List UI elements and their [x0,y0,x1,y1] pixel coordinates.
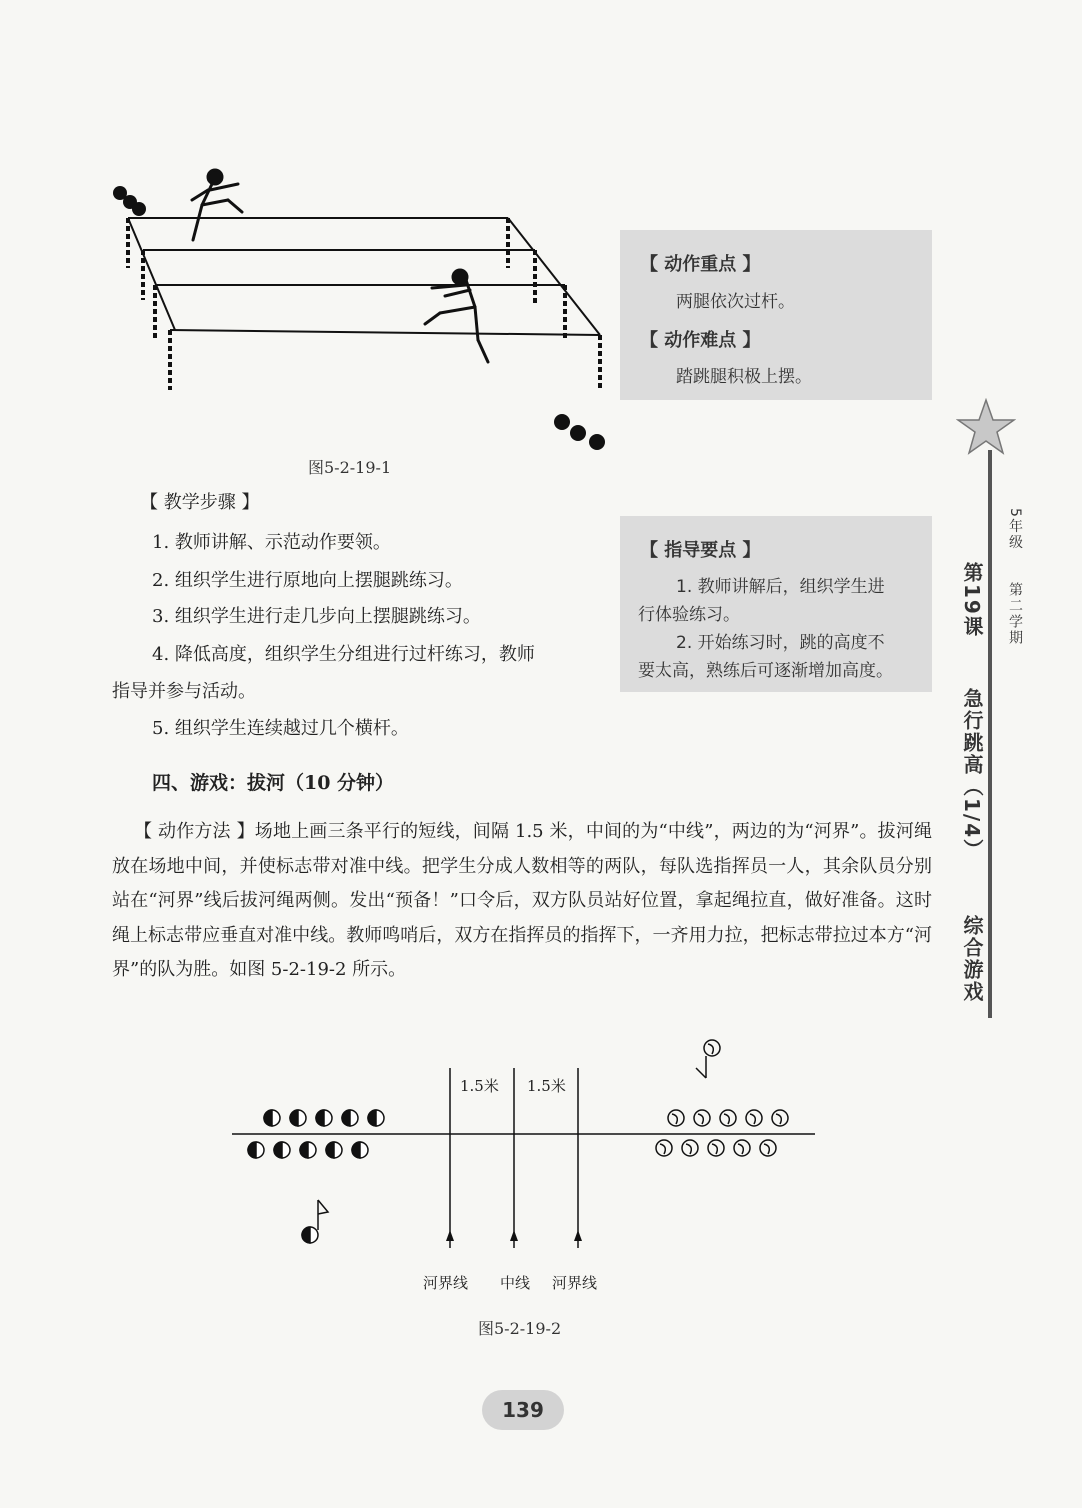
guidance-line: 2. 开始练习时，跳的高度不 [676,633,885,653]
difficulty-title: 【 动作难点 】 [640,330,761,351]
tug-of-war-diagram [225,1035,825,1255]
topic-label: 急行跳高（1/4） [960,688,984,862]
teaching-step: 1. 教师讲解、示范动作要领。 [152,532,391,553]
sidebar-rule [988,450,992,1018]
left-team-player [368,1110,384,1126]
left-team-leader [302,1227,318,1243]
figure-1-caption: 图5-2-19-1 [308,458,392,477]
center-line-label: 中线 [500,1274,531,1292]
page-number-badge [482,1390,564,1430]
section-heading: 四、游戏：拔河（10 分钟） [152,772,395,794]
distance-label-2: 1.5米 [527,1077,566,1095]
guidance-line: 行体验练习。 [638,605,740,625]
right-team-player [682,1140,698,1156]
left-team-player [274,1142,290,1158]
guidance-line: 1. 教师讲解后，组织学生进 [676,577,885,597]
right-team-leader [704,1040,720,1056]
distance-label-1: 1.5米 [460,1077,499,1095]
right-team-player [708,1140,724,1156]
key-point-text: 两腿依次过杆。 [676,292,795,312]
guidance-title: 【 指导要点 】 [640,540,761,561]
left-team-player [300,1142,316,1158]
right-team-player [746,1110,762,1126]
type-label: 综合游戏 [960,915,984,1003]
key-point-title: 【 动作重点 】 [640,254,761,275]
grade-label: 5年级 [1007,508,1023,551]
left-team-player [316,1110,332,1126]
right-team-player [760,1140,776,1156]
left-team-player [352,1142,368,1158]
left-team-player [326,1142,342,1158]
teaching-step: 2. 组织学生进行原地向上摆腿跳练习。 [152,570,463,591]
teaching-step: 4. 降低高度，组织学生分组进行过杆练习，教师 [152,644,535,665]
guidance-line: 要太高，熟练后可逐渐增加高度。 [638,661,893,681]
term-label: 第二学期 [1007,582,1023,646]
left-team-player [290,1110,306,1126]
left-team-player [342,1110,358,1126]
left-team-player [264,1110,280,1126]
lesson-label: 第19课 [960,562,984,638]
right-team-player [656,1140,672,1156]
teaching-step: 5. 组织学生连续越过几个横杆。 [152,718,409,739]
method-paragraph: 【 动作方法 】场地上画三条平行的短线，间隔 1.5 米，中间的为“中线”，两边的为“河界”。拔河绳放在场地中间，并使标志带对准中线。把学生分成人数相等的两队，每队选指挥员一人，其余队员分别站在“河界”线后拔河绳两侧。发出“预备！”口令后，双方队员站好位置，拿起绳拉直，做好准备。这时绳上标志带应垂直对准中线。教师鸣哨后，双方在指挥员的指挥下，一齐用力拉，把标志带拉过本方“河界”的队为胜。如图 5-2-19-2 所示。 [112,821,932,980]
river-line-label-right: 河界线 [552,1274,598,1292]
right-team-player [668,1110,684,1126]
star-icon [956,398,1016,456]
difficulty-text: 踏跳腿积极上摆。 [676,367,812,387]
page-number: 139 [502,1398,544,1422]
right-team-player [734,1140,750,1156]
right-team-player [772,1110,788,1126]
key-points-box [620,230,932,400]
hurdle-jump-illustration [105,155,625,455]
right-team-player [694,1110,710,1126]
teaching-step: 指导并参与活动。 [112,681,256,702]
left-team-player [248,1142,264,1158]
teaching-steps-heading: 【 教学步骤 】 [140,492,260,513]
river-line-label-left: 河界线 [423,1274,469,1292]
teaching-step: 3. 组织学生进行走几步向上摆腿跳练习。 [152,606,481,627]
figure-2-caption: 图5-2-19-2 [478,1319,562,1338]
right-team-player [720,1110,736,1126]
guidance-box [620,516,932,692]
